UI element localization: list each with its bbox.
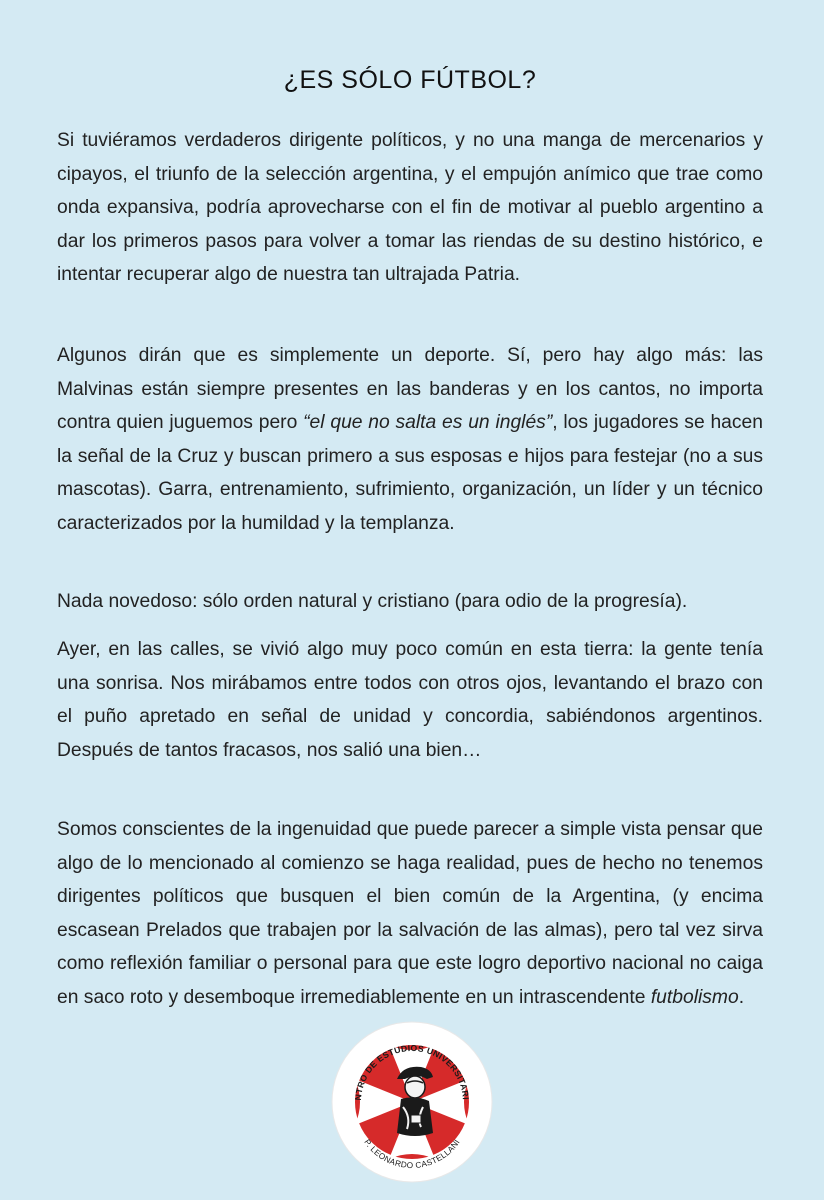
paragraph-2 bbox=[57, 339, 763, 540]
paragraph-2-text-a: Algunos dirán que es simplemente un deporte. Sí, pero hay algo más: las Malvinas están siempre presentes en las banderas y en los cantos, no importa contra quien juguemos pero bbox=[57, 345, 763, 433]
paragraph-5-text-a: Somos conscientes de la ingenuidad que puede parecer a simple vista pensar que algo de lo mencionado al comienzo se haga realidad, pues de hecho no tenemos dirigentes políticos que busquen el bien común de la Argentina, (y encima escasean Prelados que trabajen por la salvación de las almas), pero tal vez sirva como reflexión familiar o personal para que este logro deportivo nacional no caiga en saco roto y desemboque irremediablemente en un intrascendente bbox=[57, 819, 763, 1008]
cross-emblem-portrait-icon bbox=[331, 1021, 493, 1183]
portrait-figure bbox=[397, 1067, 433, 1136]
paragraph-2-text-b: , los jugadores se hacen la señal de la Cruz y buscan primero a sus esposas e hijos para festejar (no a sus mascotas). Garra, entrenamiento, sufrimiento, organización, un líder y un técnico caracterizados por la humildad y la templanza. bbox=[57, 412, 763, 534]
paragraph-4: Ayer, en las calles, se vivió algo muy poco común en esta tierra: la gente tenía una sonrisa. Nos mirábamos entre todos con otros ojos, levantando el brazo con el puño apretado en señal de unidad y concordia, sabiéndonos argentinos. Después de tantos fracasos, nos salió una bien… bbox=[57, 639, 763, 761]
paragraph-5-emphasis: futbolismo bbox=[650, 986, 739, 1008]
paragraph-5 bbox=[57, 813, 763, 1014]
logo-top-text: NTRO DE ESTUDIOS UNIVERSITARI bbox=[352, 1042, 471, 1101]
paragraph-3: Nada novedoso: sólo orden natural y cristiano (para odio de la progresía). bbox=[57, 591, 688, 612]
logo-svg bbox=[331, 1021, 493, 1183]
paragraph-5-text-b: . bbox=[738, 986, 745, 1008]
paragraph-1: Si tuviéramos verdaderos dirigente políticos, y no una manga de mercenarios y cipayos, el triunfo de la selección argentina, y el empujón anímico que trae como onda expansiva, podría aprovecharse con el fin de motivar al pueblo argentino a dar los primeros pasos para volver a tomar las riendas de su destino histórico, e intentar recuperar algo de nuestra tan ultrajada Patria. bbox=[57, 130, 763, 285]
logo-bottom-text: P. LEONARDO CASTELLANI bbox=[362, 1137, 462, 1171]
paragraph-2-quote: “el que no salta es un inglés” bbox=[303, 412, 553, 433]
page-title: ¿ES SÓLO FÚTBOL? bbox=[283, 66, 537, 94]
